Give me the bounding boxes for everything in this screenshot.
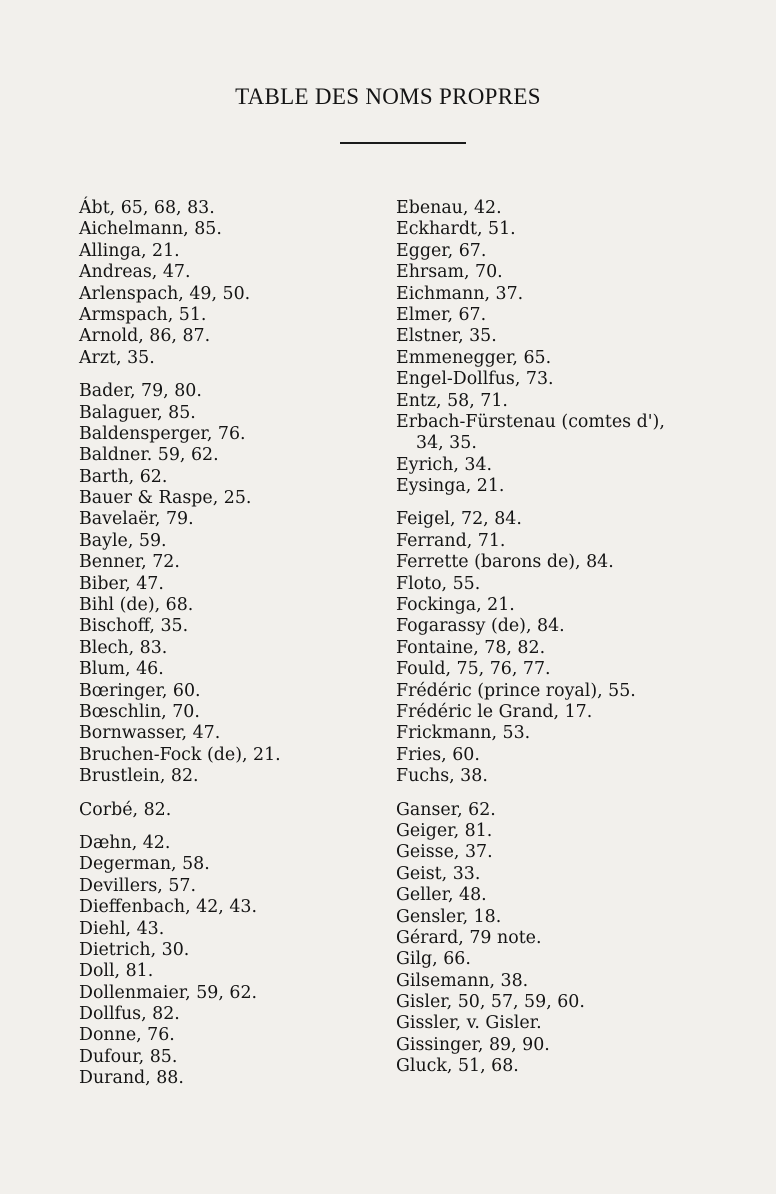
index-entry: Eichmann, 37. <box>396 283 524 304</box>
index-entry: Bœringer, 60. <box>79 680 201 701</box>
letter-group <box>396 509 665 787</box>
index-entry: Andreas, 47. <box>79 262 191 283</box>
index-entry: Donne, 76. <box>79 1025 175 1046</box>
index-entry: Fockinga, 21. <box>396 595 515 616</box>
index-entry: Eysinga, 21. <box>396 476 505 497</box>
index-entry: Geiger, 81. <box>396 820 493 841</box>
index-entry: Frédéric (prince royal), 55. <box>396 680 636 701</box>
index-entry: Gensler, 18. <box>396 906 502 927</box>
index-entry: Feigel, 72, 84. <box>396 509 522 530</box>
index-entry: Diehl, 43. <box>79 918 165 939</box>
letter-group <box>79 833 281 1090</box>
index-entry: Gilsemann, 38. <box>396 970 529 991</box>
letter-group <box>79 381 281 787</box>
index-entry: Baldner. 59, 62. <box>79 445 219 466</box>
index-entry: Fould, 75, 76, 77. <box>396 659 551 680</box>
index-entry: Gissler, v. Gisler. <box>396 1013 542 1034</box>
index-entry: Geisse, 37. <box>396 842 493 863</box>
index-entry: Doll, 81. <box>79 961 154 982</box>
index-entry: Durand, 88. <box>79 1068 184 1089</box>
index-entry: Ehrsam, 70. <box>396 262 503 283</box>
index-entry: Blech, 83. <box>79 637 168 658</box>
index-column-left <box>79 198 281 1102</box>
index-entry: Biber, 47. <box>79 573 164 594</box>
index-entry: Geller, 48. <box>396 885 487 906</box>
index-entry: Dietrich, 30. <box>79 939 190 960</box>
index-entry: Blum, 46. <box>79 659 164 680</box>
index-entry: Aichelmann, 85. <box>79 219 222 240</box>
index-entry: Ganser, 62. <box>396 799 496 820</box>
index-entry: Corbé, 82. <box>79 799 172 820</box>
letter-group <box>396 800 665 1078</box>
index-entry: Erbach-Fürstenau (comtes d'), <box>396 411 665 432</box>
index-entry: Dieffenbach, 42, 43. <box>79 897 257 918</box>
index-column-right <box>396 198 665 1090</box>
letter-group <box>396 198 665 497</box>
index-entry: Fogarassy (de), 84. <box>396 616 565 637</box>
index-entry: Engel-Dollfus, 73. <box>396 369 554 390</box>
index-entry: Baldensperger, 76. <box>79 423 246 444</box>
index-entry: Arlenspach, 49, 50. <box>79 283 251 304</box>
title-divider <box>340 142 466 144</box>
index-entry: Dollenmaier, 59, 62. <box>79 982 258 1003</box>
index-entry: Ferrette (barons de), 84. <box>396 552 614 573</box>
index-entry: Ferrand, 71. <box>396 530 506 551</box>
index-entry: Brustlein, 82. <box>79 766 199 787</box>
index-entry: Bader, 79, 80. <box>79 381 202 402</box>
index-entry: Barth, 62. <box>79 466 168 487</box>
page-title: TABLE DES NOMS PROPRES <box>235 84 541 109</box>
index-entry: Gilg, 66. <box>396 949 471 970</box>
index-entry: Gérard, 79 note. <box>396 927 542 948</box>
index-entry: Elstner, 35. <box>396 326 497 347</box>
index-entry: Fries, 60. <box>396 744 480 765</box>
index-entry: Bischoff, 35. <box>79 616 189 637</box>
index-entry: Benner, 72. <box>79 552 180 573</box>
index-entry: Bayle, 59. <box>79 530 167 551</box>
index-entry: Egger, 67. <box>396 240 487 261</box>
index-entry: Gissinger, 89, 90. <box>396 1034 550 1055</box>
index-entry: Gisler, 50, 57, 59, 60. <box>396 992 585 1013</box>
index-entry: Fuchs, 38. <box>396 766 488 787</box>
index-entry: Entz, 58, 71. <box>396 390 508 411</box>
index-entry: Elmer, 67. <box>396 304 487 325</box>
index-entry: Bavelaër, 79. <box>79 509 194 530</box>
index-entry: Arzt, 35. <box>79 347 155 368</box>
index-entry: Fontaine, 78, 82. <box>396 637 546 658</box>
index-entry: Eyrich, 34. <box>396 454 493 475</box>
index-entry: Eckhardt, 51. <box>396 219 516 240</box>
index-entry: Allinga, 21. <box>79 240 180 261</box>
index-entry: Dollfus, 82. <box>79 1004 180 1025</box>
index-entry: Geist, 33. <box>396 863 481 884</box>
index-entry: Armspach, 51. <box>79 304 207 325</box>
index-entry: Dufour, 85. <box>79 1046 178 1067</box>
index-entry: Bruchen-Fock (de), 21. <box>79 744 281 765</box>
index-entry: Gluck, 51, 68. <box>396 1056 519 1077</box>
index-entry: Devillers, 57. <box>79 875 196 896</box>
index-entry: Ebenau, 42. <box>396 198 502 218</box>
letter-group <box>79 198 281 369</box>
index-entry: Bornwasser, 47. <box>79 723 221 744</box>
index-entry: Degerman, 58. <box>79 854 210 875</box>
index-entry: Bihl (de), 68. <box>79 595 194 616</box>
index-entry: Floto, 55. <box>396 573 481 594</box>
index-entry: 34, 35. <box>416 433 477 454</box>
index-entry: Bauer & Raspe, 25. <box>79 488 252 509</box>
letter-group <box>79 800 281 821</box>
index-entry: Dæhn, 42. <box>79 832 171 853</box>
index-entry: Balaguer, 85. <box>79 402 196 423</box>
index-entry: Emmenegger, 65. <box>396 347 552 368</box>
index-entry: Frickmann, 53. <box>396 723 531 744</box>
index-entry: Bœschlin, 70. <box>79 701 200 722</box>
index-entry: Ábt, 65, 68, 83. <box>79 198 215 218</box>
index-entry: Arnold, 86, 87. <box>79 326 211 347</box>
index-entry: Frédéric le Grand, 17. <box>396 701 593 722</box>
